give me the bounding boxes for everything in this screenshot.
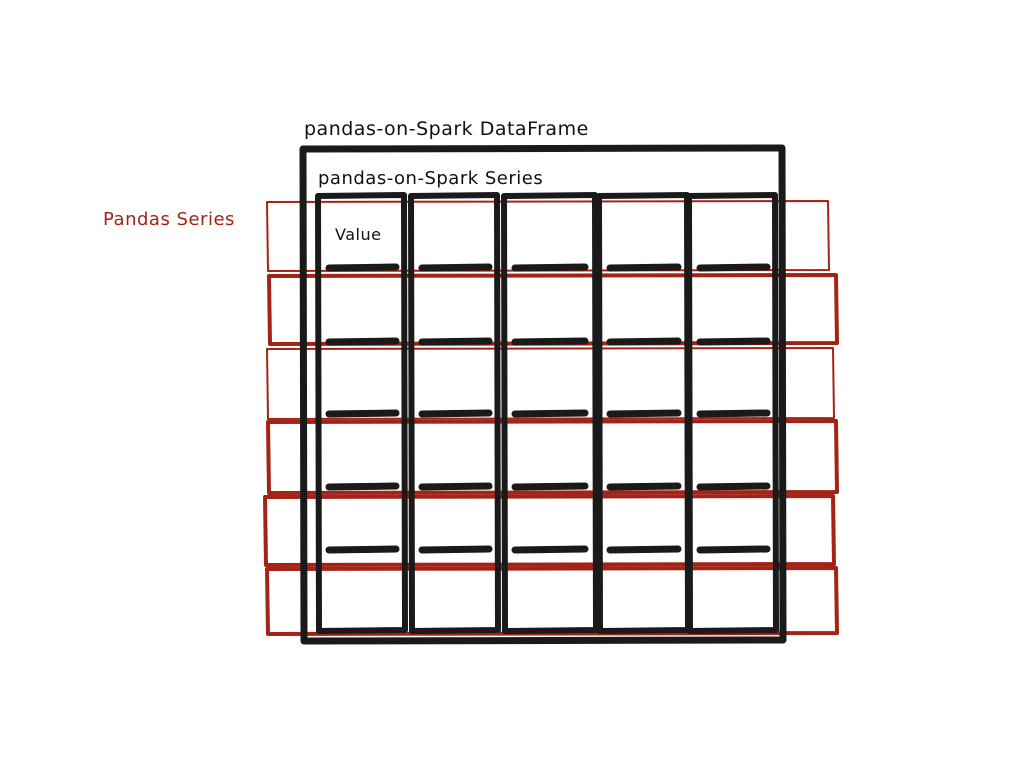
dataframe-title: pandas-on-Spark DataFrame: [304, 118, 589, 140]
pandas-series-label: Pandas Series: [103, 209, 235, 230]
pandas-series-row-6: [267, 568, 837, 634]
cell-separator-strokes: [329, 267, 767, 550]
pandas-series-row-2: [269, 275, 837, 344]
value-cell-label: Value: [335, 225, 382, 244]
spark-series-title: pandas-on-Spark Series: [318, 168, 544, 189]
pandas-series-row-3: [267, 348, 834, 419]
pandas-series-row-4: [268, 421, 837, 493]
pandas-series-row-5: [265, 496, 834, 565]
